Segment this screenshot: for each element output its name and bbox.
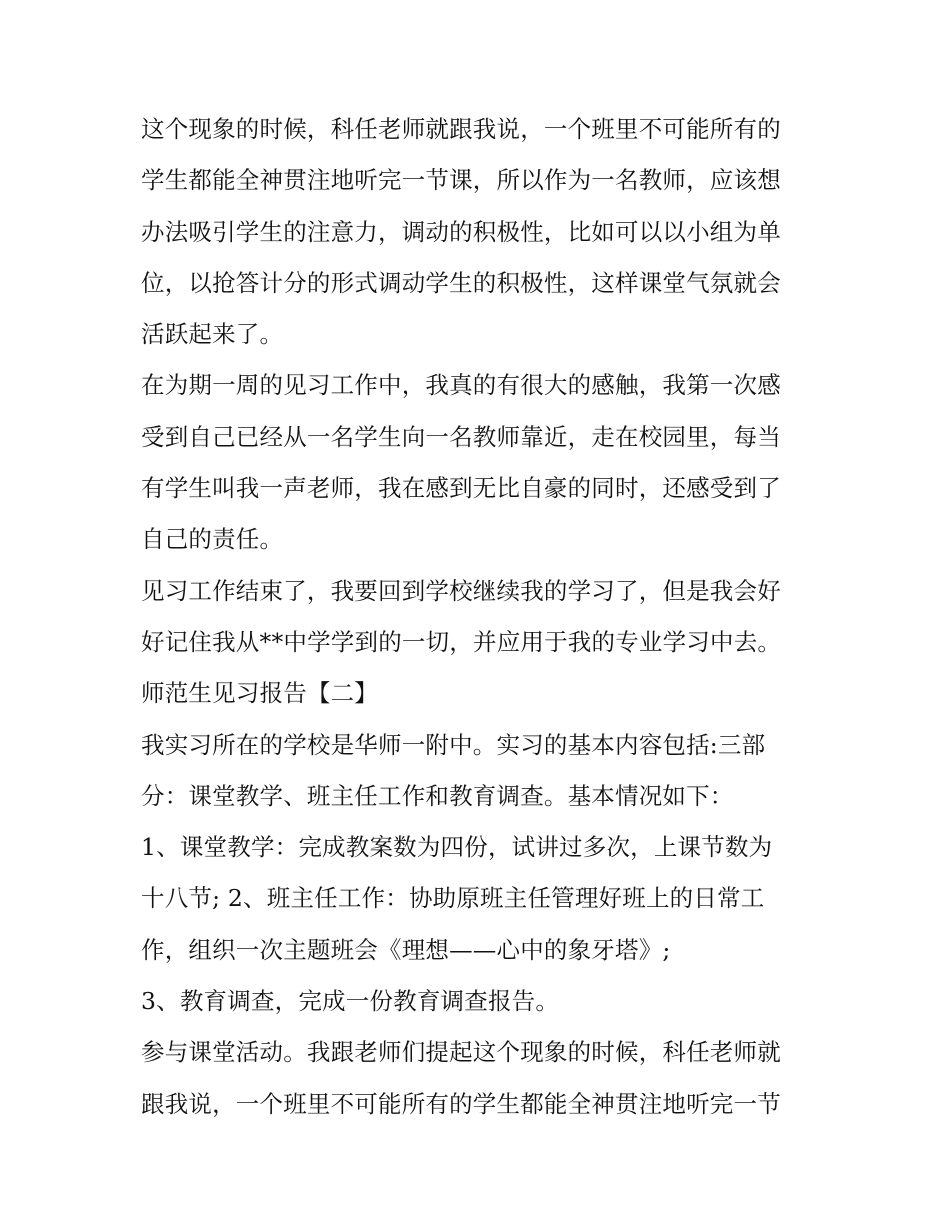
text-line: 在为期一周的见习工作中，我真的有很大的感触，我第一次感 (141, 371, 781, 400)
text-line: 好记住我从**中学学到的一切，并应用于我的专业学习中去。 (141, 627, 782, 656)
text-line: 十八节; 2、班主任工作：协助原班主任管理好班上的日常工 (141, 884, 765, 913)
text-line: 分：课堂教学、班主任工作和教育调查。基本情况如下： (141, 781, 734, 810)
text-line: 我实习所在的学校是华师一附中。实习的基本内容包括:三部 (141, 730, 766, 759)
text-line: 自己的责任。 (141, 525, 284, 554)
section-heading: 师范生见习报告【二】 (141, 679, 378, 708)
text-line: 1、课堂教学：完成教案数为四份，试讲过多次，上课节数为 (141, 833, 773, 862)
text-line: 学生都能全神贯注地听完一节课，所以作为一名教师，应该想 (141, 166, 781, 195)
text-line: 见习工作结束了，我要回到学校继续我的学习了，但是我会好 (141, 576, 781, 605)
text-line: 跟我说，一个班里不可能所有的学生都能全神贯注地听完一节 (141, 1089, 781, 1118)
text-line: 3、教育调查，完成一份教育调查报告。 (141, 987, 560, 1016)
text-line: 活跃起来了。 (141, 320, 284, 349)
text-line: 受到自己已经从一名学生向一名教师靠近，走在校园里，每当 (141, 422, 781, 451)
text-line: 作，组织一次主题班会《理想——心中的象牙塔》; (141, 935, 671, 964)
document-body (141, 104, 821, 1130)
text-line: 办法吸引学生的注意力，调动的积极性，比如可以以小组为单 (141, 217, 781, 246)
text-line: 有学生叫我一声老师，我在感到无比自豪的同时，还感受到了 (141, 474, 781, 503)
text-line: 这个现象的时候，科任老师就跟我说，一个班里不可能所有的 (141, 115, 781, 143)
text-line: 参与课堂活动。我跟老师们提起这个现象的时候，科任老师就 (141, 1038, 781, 1067)
text-line: 位，以抢答计分的形式调动学生的积极性，这样课堂气氛就会 (141, 268, 781, 297)
